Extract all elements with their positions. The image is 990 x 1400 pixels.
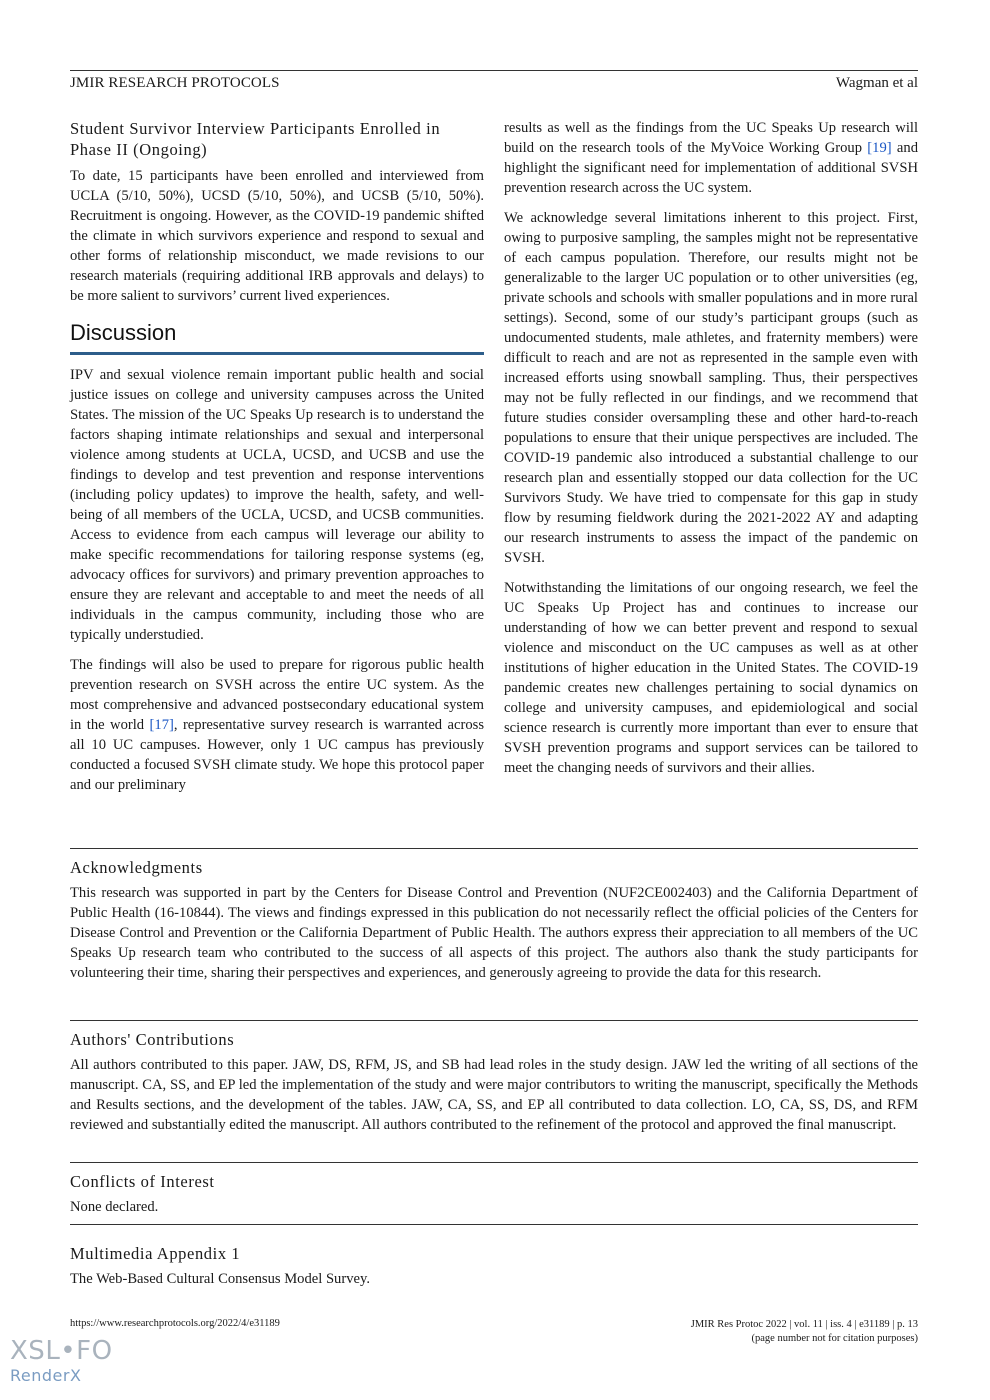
journal-name: JMIR RESEARCH PROTOCOLS	[70, 75, 280, 91]
appendix-section	[70, 1224, 918, 1289]
paragraph-text: results as well as the findings from the UC Speaks Up research will build on the research tools of the MyVoice Working Group	[504, 120, 918, 156]
discussion-paragraph-1: IPV and sexual violence remain important public health and social justice issues on college and university campuses across the United States. The mission of the UC Speaks Up research is to understand the factors shaping intimate relationships and sexual and interpersonal violence among students at UCLA, UCSD, and UCSB and use the findings to develop and test prevention and response interventions (including policy updates) to improve the health, safety, and well-being of all members of the UCLA, UCSD, and UCSB communities. Access to evidence from each campus will leverage our ability to make specific recommendations for tailoring response systems (eg, advocacy offices for survivors) and primary prevention approaches to ensure they are relevant and acceptable to and meet the needs of all individuals in the campus community, including those who are typically understudied.	[70, 367, 484, 643]
discussion-heading: Discussion	[70, 320, 484, 355]
discussion-paragraph-2	[70, 655, 484, 795]
conflicts-text: None declared.	[70, 1199, 159, 1215]
logo-line-1: XSL•FO	[10, 1336, 113, 1366]
running-authors: Wagman et al	[835, 75, 918, 91]
contributions-text: All authors contributed to this paper. JAW, DS, RFM, JS, and SB had lead roles in the study design. JAW led the writing of all sections of the manuscript. CA, SS, and EP led the implementation of the study and were major contributors to writing the manuscript, specifically the Methods and Results sections, and the development of the tables. JAW, CA, SS, and EP all contributed to data collection. LO, CA, SS, DS, and RFM reviewed and substantially edited the manuscript. All authors contributed to the refinement of the protocol and approved the final manuscript.	[70, 1057, 918, 1133]
right-paragraph-1	[504, 118, 918, 198]
appendix-heading: Multimedia Appendix 1	[70, 1244, 241, 1263]
citation-line: JMIR Res Protoc 2022 | vol. 11 | iss. 4 | e31189 | p. 13	[690, 1319, 918, 1330]
acknowledgments-section	[70, 848, 918, 983]
appendix-text: The Web-Based Cultural Consensus Model Survey.	[70, 1271, 370, 1287]
subsection-title: Student Survivor Interview Participants Enrolled in Phase II (Ongoing)	[70, 119, 441, 159]
footer-url[interactable]: https://www.researchprotocols.org/2022/4/e31189	[70, 1318, 280, 1329]
conflicts-section	[70, 1162, 918, 1217]
contributions-section	[70, 1020, 918, 1135]
left-column	[70, 118, 484, 805]
reference-link-17[interactable]: [17]	[149, 717, 174, 733]
contributions-heading: Authors' Contributions	[70, 1030, 235, 1049]
conflicts-heading: Conflicts of Interest	[70, 1172, 215, 1191]
subsection-paragraph: To date, 15 participants have been enrolled and interviewed from UCLA (5/10, 50%), UCSD (5/10, 50%), and UCSB (5/10, 50%). Recruitment is ongoing. However, as the COVID-19 pandemic shifted the climate in which survivors experience and respond to sexual and other forms of relationship misconduct, we made revisions to our research materials (requiring additional IRB approvals and delays) to be more salient to survivors’ current lived experiences.	[70, 168, 484, 304]
footer-citation	[691, 1318, 918, 1346]
conclusion-paragraph: Notwithstanding the limitations of our ongoing research, we feel the UC Speaks Up Project has and continues to increase our understanding of how we can better prevent and respond to sexual violence and misconduct on the UC campuses as well as at other institutions of higher education in the United States. The COVID-19 pandemic creates new challenges pertaining to social dynamics on college and university campuses, and epidemiological and social science research is currently more important than ever to ensure that SVSH prevention programs and support services can be tailored to meet the changing needs of survivors and their allies.	[504, 580, 918, 776]
paragraph-text: The findings will also be used to prepare for rigorous public health prevention research on SVSH across the entire UC system. As the most comprehensive and advanced postsecondary educational system in the world	[70, 657, 484, 733]
right-column	[504, 118, 918, 788]
paragraph-text: and highlight the significant need for implementation of additional SVSH prevention research across the UC system.	[504, 140, 918, 196]
citation-note: (page number not for citation purposes)	[751, 1333, 918, 1344]
acknowledgments-heading: Acknowledgments	[70, 858, 203, 877]
logo-line-2: RenderX	[10, 1366, 82, 1385]
paragraph-text: , representative survey research is warranted across all 10 UC campuses. However, only 1 UC campus has previously conducted a focused SVSH climate study. We hope this protocol paper and our preliminary	[70, 717, 484, 793]
reference-link-19[interactable]: [19]	[867, 140, 892, 156]
header-rule	[70, 70, 918, 71]
limitations-paragraph: We acknowledge several limitations inherent to this project. First, owing to purposive sampling, the samples might not be representative of each campus population. Therefore, our results might not be generalizable to the larger UC population or to other universities (eg, private schools and schools with smaller populations and in more rural settings). Second, some of our study’s participant groups (such as undocumented students, male athletes, and fraternity members) were difficult to reach and are not as represented in the sample even with increased efforts using snowball sampling. Thus, their perspectives may not be fully reflected in our findings, and we recommend that future studies consider oversampling these and other hard-to-reach populations to ensure that their unique perspectives are included. The COVID-19 pandemic also introduced a substantial challenge to our research plan and essentially stopped our data collection for the UC Survivors Study. We have tried to compensate for this gap in study flow by resuming fieldwork during the 2021-2022 AY and adapting our research instruments to assess the impact of the pandemic on SVSH.	[504, 210, 918, 566]
acknowledgments-text: This research was supported in part by the Centers for Disease Control and Prevention (NUF2CE002403) and the California Department of Public Health (16-10844). The views and findings expressed in this publication do not necessarily reflect the official policies of the Centers for Disease Control and Prevention or the California Department of Public Health. The authors express their appreciation to all members of the UC Speaks Up research team who contributed to the success of all aspects of this project. The authors also thank the study participants for volunteering their time, sharing their perspectives and experiences, and generously agreeing to provide the data for this research.	[70, 885, 918, 981]
xslfo-renderx-logo	[10, 1336, 113, 1386]
